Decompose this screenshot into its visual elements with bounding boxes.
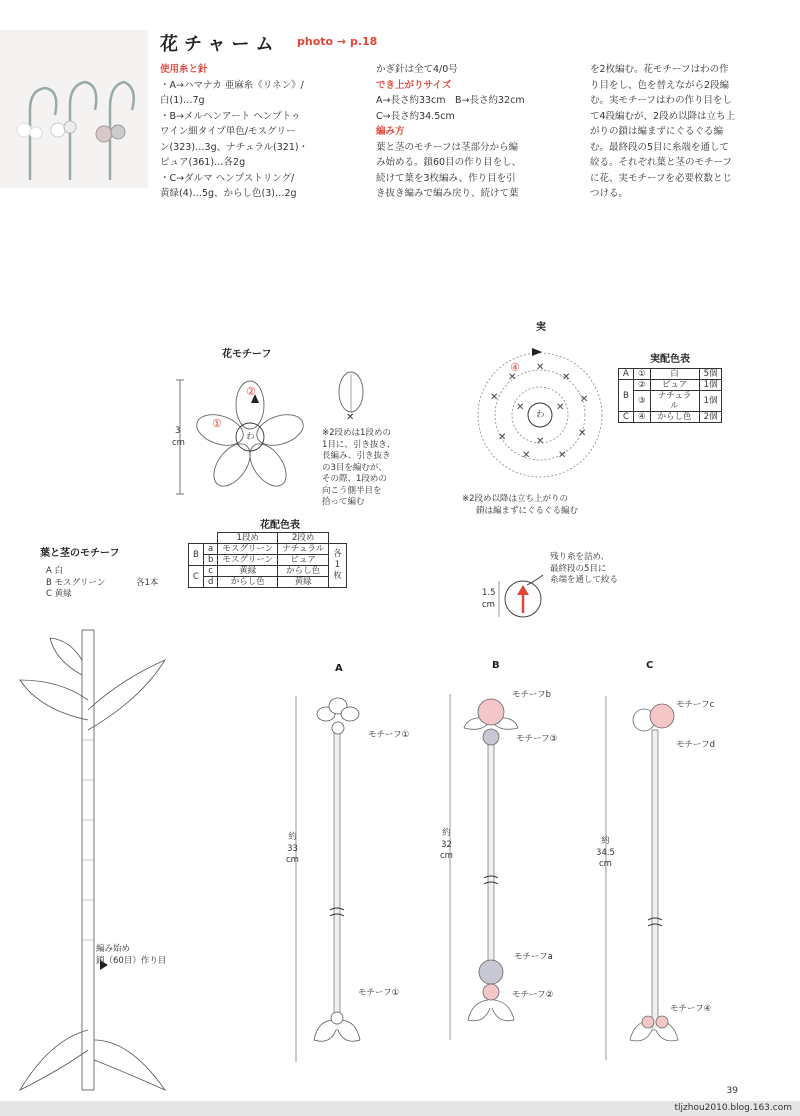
charm-a-label: A [335, 663, 343, 674]
flower-ring-label: わ [246, 432, 255, 442]
materials-heading: 使用糸と針 [160, 64, 208, 75]
charm-c-top2-label: モチーフd [676, 740, 715, 750]
svg-text:✕: ✕ [498, 432, 507, 443]
table-cell: ② [633, 380, 650, 391]
materials-line: ・C→ダルマ ヘンプストリング/ [160, 172, 295, 184]
berry-note-line: 鎖は編まずにぐるぐる編む [476, 505, 579, 516]
length-part: cm [440, 851, 453, 861]
method-line: む。最終段の5目に糸端を通して [590, 141, 730, 153]
method-line: つける。 [590, 188, 629, 199]
flower-note [322, 428, 432, 509]
table-cell: ピュア [650, 380, 699, 391]
leaf-start-note [96, 944, 166, 967]
method-line: き抜き編みで編み戻り、続けて葉 [376, 188, 519, 199]
flower-color-table-title: 花配色表 [260, 520, 300, 531]
flower-note-line: 1目に、引き抜き、 [322, 439, 396, 450]
leaf-color-item: C 黄緑 [46, 589, 72, 599]
method-line: む。実モチーフはわの作り目をし [590, 95, 733, 106]
table-cell: からし色 [278, 566, 329, 577]
sizes-line: A→長さ約33cm B→長さ約32cm [376, 95, 525, 106]
product-photo [0, 30, 148, 188]
sizes-line: C→長さ約34.5cm [376, 110, 455, 122]
materials-line: ・B→メルヘンアート ヘンプトゥ [160, 110, 301, 122]
sizes-heading: でき上がりサイズ [376, 79, 452, 91]
svg-text:✕: ✕ [536, 362, 545, 373]
charm-c-bottom-label: モチーフ④ [670, 1004, 712, 1014]
table-group: B [619, 380, 634, 412]
table-each: 各1枚 [329, 544, 347, 588]
table-header: 2段め [278, 533, 329, 544]
table-cell: ① [633, 369, 650, 380]
materials-line: ・A→ハマナカ 亜麻糸《リネン》/ [160, 79, 304, 91]
berry-color-table-title: 実配色表 [650, 354, 690, 365]
flower-note-line: 長編み、引き抜き [322, 451, 391, 461]
svg-text:✕: ✕ [556, 402, 565, 413]
length-part: 33 [287, 843, 298, 854]
finish-note-line: 残り糸を詰め、 [550, 552, 610, 562]
table-cell: b [203, 555, 217, 566]
charm-b-bot2-label: モチーフ② [512, 990, 554, 1000]
length-part: cm [598, 859, 612, 869]
charm-a-diagram [290, 690, 380, 1070]
table-cell: モスグリーン [218, 555, 278, 566]
berry-note [462, 494, 578, 517]
berry-finish-unit: cm [482, 600, 495, 610]
table-cell: ピュア [278, 555, 329, 566]
flower-note-line: の3目を編むが、 [322, 462, 387, 473]
svg-text:✕: ✕ [516, 402, 525, 413]
charm-c-length [596, 836, 615, 871]
table-cell: 2個 [699, 412, 722, 423]
table-cell: d [203, 577, 217, 588]
method-line: を2枚編む。花モチーフはわの作 [590, 64, 729, 75]
table-cell: 1個 [699, 391, 722, 412]
flower-row1-marker: ① [212, 417, 222, 430]
leaf-motif-label: 葉と茎のモチーフ [40, 548, 120, 559]
method-heading: 編み方 [376, 126, 405, 137]
flower-note-line: その際、1段めの [322, 474, 387, 484]
start-note-line: 編み始め [96, 944, 131, 954]
table-cell: モスグリーン [218, 544, 278, 555]
svg-text:✕: ✕ [578, 428, 587, 439]
table-group: A [619, 369, 634, 380]
table-cell: ナチュラル [650, 391, 699, 412]
berry-motif-label: 実 [536, 322, 546, 333]
method-line: り目をし、色を替えながら2段編 [590, 79, 730, 91]
length-part: 34.5 [596, 847, 615, 858]
table-cell: ナチュラル [278, 544, 329, 555]
berry-finish-diagram [495, 575, 555, 620]
svg-text:✕: ✕ [346, 412, 355, 423]
charm-b-length [440, 828, 453, 863]
svg-text:✕: ✕ [490, 392, 499, 403]
leaf-each-label: 各1本 [136, 578, 159, 588]
table-header: 1段め [218, 533, 278, 544]
method-line: 絞る。それぞれ葉と茎のモチーフ [590, 157, 733, 168]
berry-finish-note [550, 552, 618, 587]
page-number: 39 [726, 1086, 738, 1096]
flower-note-line: 向こう側半目を [322, 485, 382, 496]
berry-motif-diagram [470, 340, 620, 480]
table-cell: 黄緑 [218, 566, 278, 577]
method-continued-column [590, 62, 790, 202]
table-cell: 1個 [699, 380, 722, 391]
length-part: 32 [441, 839, 452, 850]
charm-b-top2-label: モチーフ③ [516, 734, 558, 744]
flower-note-line: 拾って編む [322, 497, 365, 507]
method-line: み始める。鎖60目の作り目をし、 [376, 157, 522, 168]
svg-text:✕: ✕ [580, 394, 589, 405]
length-part: 約 [601, 836, 610, 846]
method-line: て4段編むが、2段め以降は立ち上 [590, 110, 736, 122]
charm-c-top1-label: モチーフc [676, 700, 715, 710]
table-cell: 黄緑 [278, 577, 329, 588]
flower-size-unit: cm [172, 438, 185, 448]
svg-text:✕: ✕ [562, 372, 571, 383]
method-line: に花、実モチーフを必要枚数とじ [590, 172, 733, 184]
leaf-color-list [46, 566, 105, 601]
charm-photo-illustration [0, 30, 148, 188]
leaf-color-item: B モスグリーン [46, 577, 106, 588]
photo-reference: photo → p.18 [297, 35, 378, 48]
table-cell: c [203, 566, 217, 577]
method-line: 続けて葉を3枚編み、作り目を引 [376, 172, 516, 184]
table-group: C [189, 566, 204, 588]
flower-size-value: 3 [175, 426, 181, 436]
charm-b-bot1-label: モチーフa [514, 952, 553, 962]
berry-row4-marker: ④ [510, 361, 520, 374]
flower-note-line: ※2段めは1段めの [322, 428, 391, 438]
length-part: cm [286, 855, 299, 865]
sizes-column [376, 62, 576, 202]
flower-color-table [188, 532, 347, 588]
charm-a-length [286, 832, 299, 867]
leaf-color-item: A 白 [46, 566, 64, 576]
table-group: C [619, 412, 634, 423]
length-part: 約 [442, 828, 451, 838]
table-cell: ④ [633, 412, 650, 423]
table-cell: ③ [633, 391, 650, 412]
svg-text:✕: ✕ [536, 436, 545, 447]
charm-b-label: B [492, 660, 500, 671]
needle-text: かぎ針は全て4/0号 [376, 64, 458, 75]
method-line: がりの鎖は編まずにぐるぐる編 [590, 126, 724, 137]
table-cell: からし色 [650, 412, 699, 423]
charm-a-top-label: モチーフ① [368, 730, 410, 740]
charm-c-label: C [646, 660, 654, 671]
berry-color-table [618, 368, 722, 423]
flower-motif-label: 花モチーフ [222, 349, 272, 360]
table-group: B [189, 544, 204, 566]
materials-line: 白(1)…7g [160, 95, 205, 106]
start-note-line: 鎖（60目）作り目 [96, 955, 167, 966]
flower-row2-marker: ② [246, 385, 256, 398]
materials-line: ン(323)…3g、ナチュラル(321)・ [160, 141, 309, 153]
table-cell: 5個 [699, 369, 722, 380]
berry-ring-label: わ [536, 410, 545, 420]
svg-text:✕: ✕ [558, 450, 567, 461]
page-title: 花チャーム [160, 34, 280, 55]
svg-text:✕: ✕ [522, 450, 531, 461]
table-cell: 白 [650, 369, 699, 380]
method-line: 葉と茎のモチーフは茎部分から編 [376, 141, 519, 153]
length-part: 約 [288, 832, 297, 842]
berry-note-line: ※2段め以降は立ち上がりの [462, 494, 569, 504]
materials-line: ワイン細タイプ単色/モスグリー [160, 126, 296, 137]
table-cell: からし色 [218, 577, 278, 588]
petal-detail-diagram [336, 370, 366, 423]
materials-column [160, 62, 370, 202]
charm-b-top1-label: モチーフb [512, 690, 551, 700]
berry-finish-size: 1.5 [482, 588, 496, 598]
table-cell: a [203, 544, 217, 555]
leaf-stem-diagram [0, 620, 200, 1100]
materials-line: ピュア(361)…各2g [160, 157, 246, 168]
finish-note-line: 最終段の5目に [550, 563, 607, 574]
finish-note-line: 糸端を通して絞る [550, 575, 619, 585]
materials-line: 黄緑(4)…5g、からし色(3)…2g [160, 188, 297, 199]
footer-url: tljzhou2010.blog.163.com [674, 1103, 792, 1113]
charm-a-bottom-label: モチーフ① [358, 988, 400, 998]
svg-text:✕: ✕ [508, 372, 517, 383]
